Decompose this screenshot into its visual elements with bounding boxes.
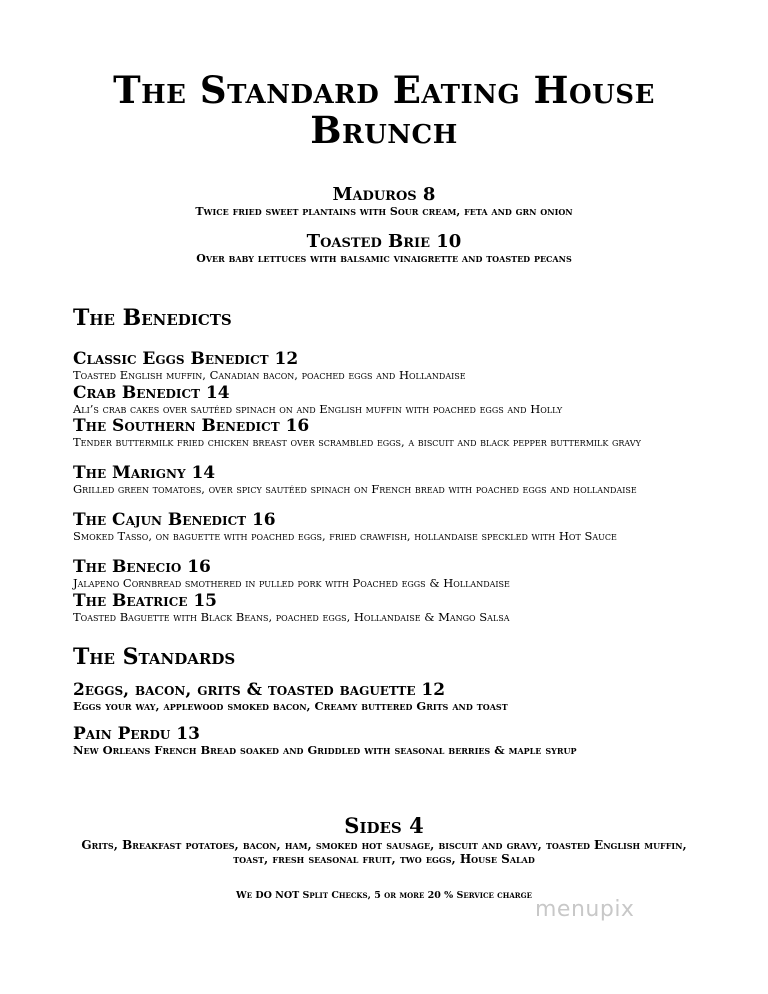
item-name: Maduros 8 <box>332 184 436 205</box>
item-name: The Benecio 16 <box>73 557 211 577</box>
menu-item <box>73 510 713 543</box>
item-desc: Jalapeno Cornbread smothered in pulled pork with Poached eggs & Hollandaise <box>73 576 510 590</box>
item-desc: Grilled green tomatoes, over spicy sautéed spinach on French bread with poached eggs and hollandaise <box>73 482 637 496</box>
item-name: 2eggs, bacon, grits & toasted baguette 12 <box>73 680 446 700</box>
menu-item <box>73 591 713 624</box>
item-name: The Southern Benedict 16 <box>73 416 310 436</box>
item-name: Pain Perdu 13 <box>73 724 200 744</box>
sides-title: Sides 4 <box>344 813 424 838</box>
item-desc: Twice fried sweet plantains with Sour cream, feta and grn onion <box>195 205 573 218</box>
restaurant-title: The Standard Eating House <box>113 68 655 112</box>
menu-item <box>73 349 713 382</box>
section-title-standards: The Standards <box>73 644 236 670</box>
item-desc: Smoked Tasso, on baguette with poached eggs, fried crawfish, hollandaise speckled with Hot Sauce <box>73 529 617 543</box>
menu-title: Brunch <box>310 108 458 152</box>
item-desc: Ali’s crab cakes over sautéed spinach on and English muffin with poached eggs and Holly <box>73 402 563 416</box>
menu-item <box>73 724 713 757</box>
item-desc: Over baby lettuces with balsamic vinaigrette and toasted pecans <box>196 252 572 265</box>
starter-item <box>0 231 768 265</box>
menu-item <box>73 383 713 416</box>
item-desc: Toasted Baguette with Black Beans, poached eggs, Hollandaise & Mango Salsa <box>73 610 510 624</box>
item-desc: Tender buttermilk fried chicken breast over scrambled eggs, a biscuit and black pepper buttermilk gravy <box>73 435 641 449</box>
section-title-benedicts: The Benedicts <box>73 305 232 331</box>
menu-item <box>73 463 713 496</box>
sides-section <box>0 813 768 866</box>
menu-item <box>73 416 713 449</box>
menupix-watermark: menupix <box>535 897 635 922</box>
starter-item <box>0 184 768 218</box>
item-desc: Toasted English muffin, Canadian bacon, poached eggs and Hollandaise <box>73 368 466 382</box>
menu-item <box>73 680 713 713</box>
item-name: The Beatrice 15 <box>73 591 218 611</box>
item-name: Classic Eggs Benedict 12 <box>73 349 299 369</box>
item-name: Crab Benedict 14 <box>73 383 230 403</box>
item-desc: Eggs your way, applewood smoked bacon, Creamy buttered Grits and toast <box>73 699 508 713</box>
item-name: Toasted Brie 10 <box>306 231 462 252</box>
sides-desc: Grits, Breakfast potatoes, bacon, ham, smoked hot sausage, biscuit and gravy, toasted English muffin, toast, fresh seasonal fruit, two eggs, House Salad <box>81 838 687 866</box>
service-charge-note: We DO NOT Split Checks, 5 or more 20 % Service charge <box>236 890 532 901</box>
item-name: The Cajun Benedict 16 <box>73 510 276 530</box>
item-desc: New Orleans French Bread soaked and Griddled with seasonal berries & maple syrup <box>73 743 577 757</box>
item-name: The Marigny 14 <box>73 463 216 483</box>
menu-item <box>73 557 713 590</box>
